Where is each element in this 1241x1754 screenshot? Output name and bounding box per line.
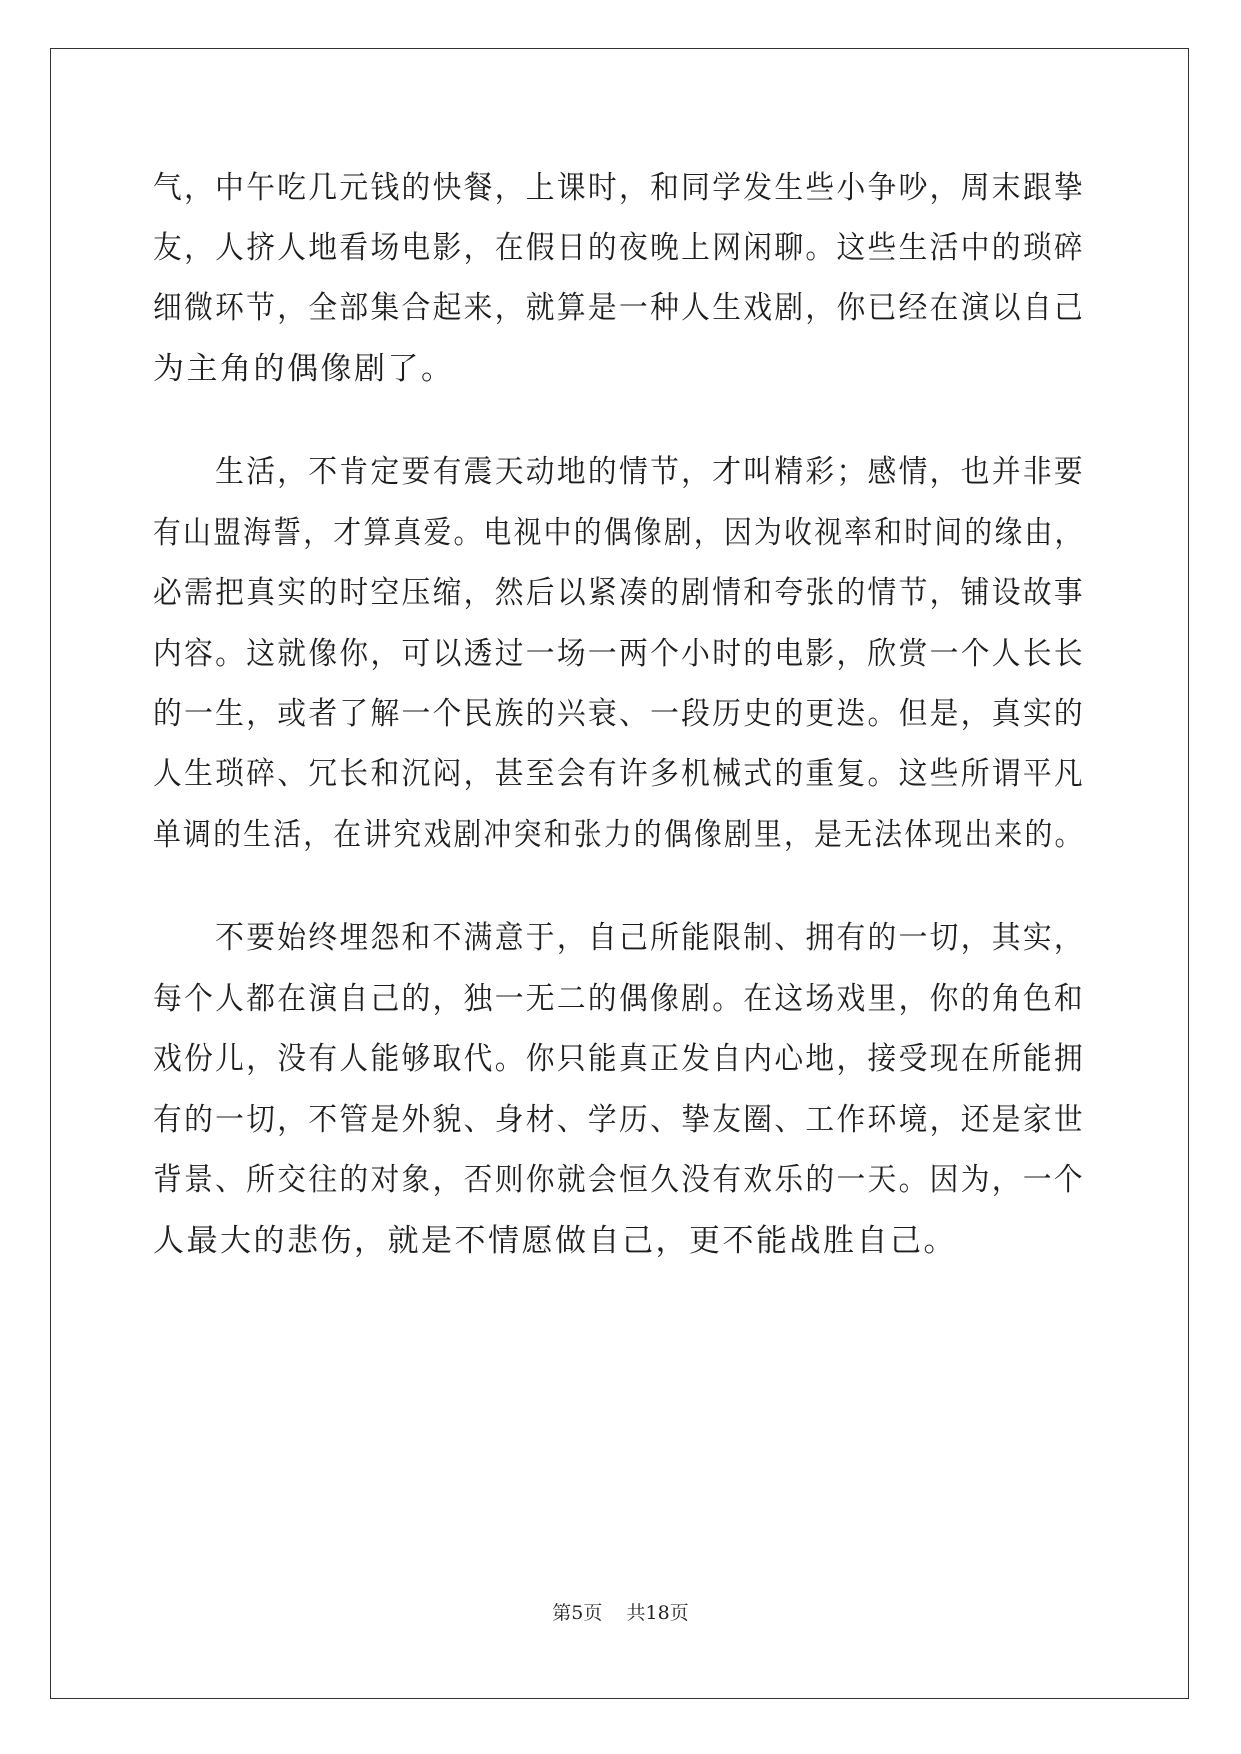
text-line: 友，人挤人地看场电影，在假日的夜晚上网闲聊。这些生活中的琐碎 (153, 230, 1085, 266)
text-line: 单调的生活，在讲究戏剧冲突和张力的偶像剧里，是无法体现出来的。 (153, 817, 1085, 853)
text-line: 有山盟海誓，才算真爱。电视中的偶像剧，因为收视率和时间的缘由， (153, 515, 1085, 551)
text-line: 背景、所交往的对象，否则你就会恒久没有欢乐的一天。因为，一个 (153, 1162, 1085, 1198)
text-line: 必需把真实的时空压缩，然后以紧凑的剧情和夸张的情节，铺设故事 (153, 575, 1085, 611)
page-footer (0, 1598, 1241, 1625)
text-line: 内容。这就像你，可以透过一场一两个小时的电影，欣赏一个人长长 (153, 636, 1085, 672)
page-number-label: 第5页 (552, 1602, 603, 1624)
text-line: 的一生，或者了解一个民族的兴衰、一段历史的更迭。但是，真实的 (153, 696, 1085, 732)
text-line: 人生琐碎、冗长和沉闷，甚至会有许多机械式的重复。这些所谓平凡 (153, 756, 1085, 792)
text-line: 不要始终埋怨和不满意于，自己所能限制、拥有的一切，其实， (153, 920, 1085, 956)
total-pages-label: 共18页 (626, 1602, 689, 1624)
text-line: 戏份儿，没有人能够取代。你只能真正发自内心地，接受现在所能拥 (153, 1041, 1085, 1077)
text-line: 气，中午吃几元钱的快餐，上课时，和同学发生些小争吵，周末跟挚 (153, 170, 1085, 206)
text-line: 有的一切，不管是外貌、身材、学历、挚友圈、工作环境，还是家世 (153, 1102, 1085, 1138)
text-line: 每个人都在演自己的，独一无二的偶像剧。在这场戏里，你的角色和 (153, 981, 1085, 1017)
text-line: 为主角的偶像剧了。 (153, 351, 455, 387)
text-line: 细微环节，全部集合起来，就算是一种人生戏剧，你已经在演以自己 (153, 290, 1085, 326)
text-line: 生活，不肯定要有震天动地的情节，才叫精彩；感情，也并非要 (153, 454, 1085, 490)
text-line: 人最大的悲伤，就是不情愿做自己，更不能战胜自己。 (153, 1223, 957, 1259)
